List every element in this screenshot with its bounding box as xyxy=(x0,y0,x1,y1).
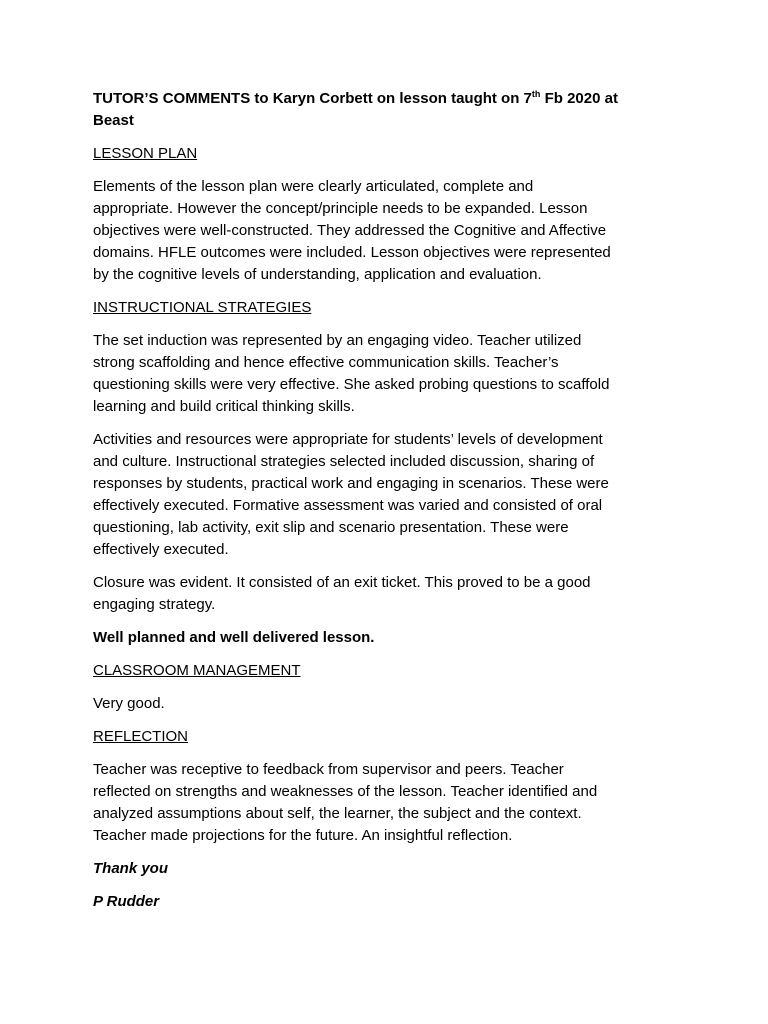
lesson-plan-paragraph xyxy=(93,176,673,286)
text-line: questioning, lab activity, exit slip and scenario presentation. These were xyxy=(93,519,569,536)
text-line: objectives were well-constructed. They addressed the Cognitive and Affective xyxy=(93,222,607,239)
title-line: TUTOR’S COMMENTS to Karyn Corbett on lesson taught on 7th Fb 2020 at xyxy=(93,89,618,107)
text-line: questioning skills were very effective. She asked probing questions to scaffold xyxy=(93,376,610,393)
text-line: Very good. xyxy=(93,695,165,712)
text-line: domains. HFLE outcomes were included. Lesson objectives were represented xyxy=(93,244,611,261)
text-line: responses by students, practical work and engaging in scenarios. These were xyxy=(93,475,609,492)
title-line: Beast xyxy=(93,112,134,129)
closing-thanks: Thank you xyxy=(93,860,169,877)
text-line: engaging strategy. xyxy=(93,596,216,613)
section-heading-lesson-plan: LESSON PLAN xyxy=(93,145,198,162)
text-line: strong scaffolding and hence effective communication skills. Teacher’s xyxy=(93,354,559,371)
document-page xyxy=(93,88,673,924)
text-line: Elements of the lesson plan were clearly articulated, complete and xyxy=(93,178,534,195)
reflection-paragraph xyxy=(93,759,673,847)
text-line: and culture. Instructional strategies selected included discussion, sharing of xyxy=(93,453,595,470)
text-line: learning and build critical thinking skills. xyxy=(93,398,355,415)
text-line: Teacher made projections for the future. An insightful reflection. xyxy=(93,827,513,844)
text-line: effectively executed. xyxy=(93,541,229,558)
section-heading-instructional-strategies: INSTRUCTIONAL STRATEGIES xyxy=(93,299,312,316)
text-line: The set induction was represented by an engaging video. Teacher utilized xyxy=(93,332,582,349)
section-heading-classroom-management: CLASSROOM MANAGEMENT xyxy=(93,662,301,679)
text-line: appropriate. However the concept/principle needs to be expanded. Lesson xyxy=(93,200,588,217)
text-line: Activities and resources were appropriate for students’ levels of development xyxy=(93,431,603,448)
summary-statement: Well planned and well delivered lesson. xyxy=(93,629,375,646)
set-induction-paragraph xyxy=(93,330,673,418)
classroom-management-paragraph xyxy=(93,693,673,715)
signature: P Rudder xyxy=(93,893,160,910)
text-line: analyzed assumptions about self, the learner, the subject and the context. xyxy=(93,805,582,822)
section-heading-reflection: REFLECTION xyxy=(93,728,189,745)
text-line: Closure was evident. It consisted of an exit ticket. This proved to be a good xyxy=(93,574,591,591)
closure-paragraph xyxy=(93,572,673,616)
document-title xyxy=(93,88,673,132)
activities-paragraph xyxy=(93,429,673,561)
text-line: reflected on strengths and weaknesses of the lesson. Teacher identified and xyxy=(93,783,598,800)
text-line: by the cognitive levels of understanding, application and evaluation. xyxy=(93,266,542,283)
text-line: Teacher was receptive to feedback from supervisor and peers. Teacher xyxy=(93,761,564,778)
text-line: effectively executed. Formative assessment was varied and consisted of oral xyxy=(93,497,603,514)
title-superscript: th xyxy=(531,89,541,99)
